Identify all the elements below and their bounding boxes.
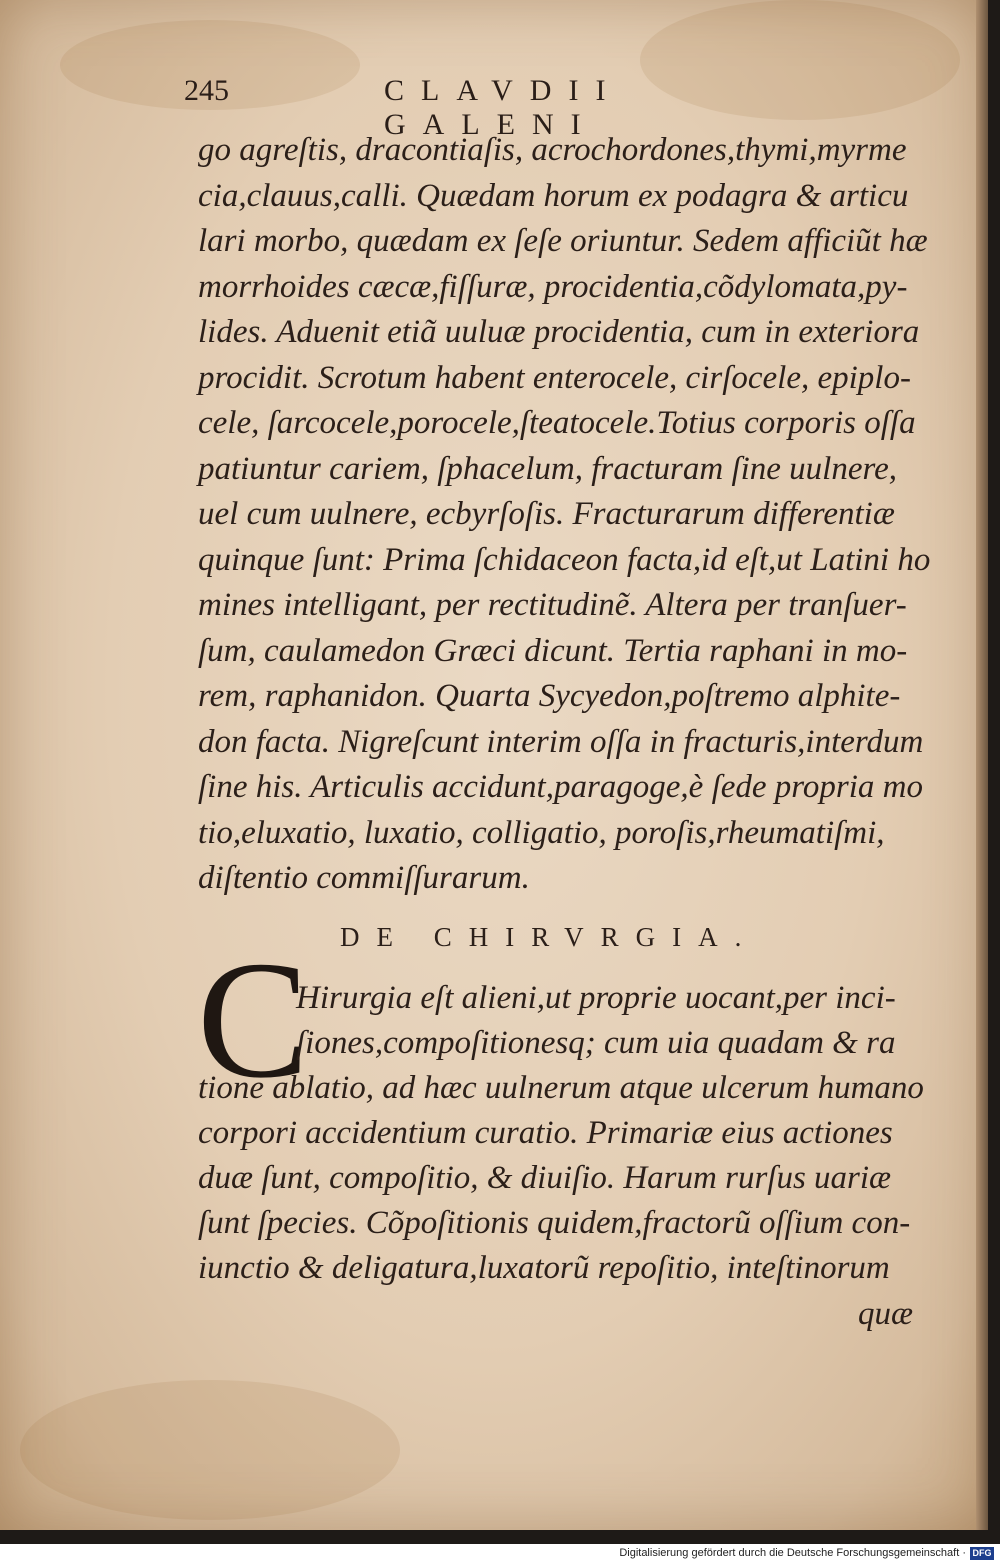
catchword: quæ xyxy=(858,1296,914,1332)
text-line: ſunt ſpecies. Cõpoſitionis quidem,fractorũ oſſium con- xyxy=(198,1205,911,1241)
page-stain xyxy=(20,1380,400,1520)
digitization-footer xyxy=(0,1544,1000,1564)
body-text xyxy=(198,128,931,902)
text-line: cele, ſarcocele,porocele,ſteatocele.Totius corporis oſſa xyxy=(198,405,916,441)
text-line: lides. Aduenit etiã uuluæ procidentia, cum in exteriora xyxy=(198,314,920,350)
drop-cap: C xyxy=(197,927,310,1113)
text-line: rem, raphanidon. Quarta Sycyedon,poſtremo alphite- xyxy=(198,678,901,714)
text-line: ſiones,compoſitionesq; cum uia quadam & ra xyxy=(296,1025,896,1061)
text-line: quinque ſunt: Prima ſchidaceon facta,id eſt,ut Latini ho xyxy=(198,541,931,578)
text-line: uel cum uulnere, ecbyrſoſis. Fracturarum differentiæ xyxy=(198,496,895,532)
text-line: ſine his. Articulis accidunt,paragoge,è ſede propria mo xyxy=(198,769,924,805)
text-line: go agreſtis, dracontiaſis, acrochordones,thymi,myrme xyxy=(198,132,907,168)
footer-credit: Digitalisierung gefördert durch die Deutsche Forschungsgemeinschaft · xyxy=(619,1547,966,1559)
text-line: tione ablatio, ad hæc uulnerum atque ulcerum humano xyxy=(198,1070,924,1106)
text-line: patiuntur cariem, ſphacelum, fracturam ſine uulnere, xyxy=(198,450,898,487)
text-line: lari morbo, quædam ex ſeſe oriuntur. Sedem afficiũt hæ xyxy=(198,223,928,259)
text-line: tio,eluxatio, luxatio, colligatio, poroſis,rheumatiſmi, xyxy=(198,814,885,851)
dfg-logo-icon: DFG xyxy=(970,1547,994,1560)
text-line: iunctio & deligatura,luxatorũ repoſitio, inteſtinorum xyxy=(198,1250,890,1286)
text-line: Hirurgia eſt alieni,ut proprie uocant,per inci- xyxy=(296,980,896,1016)
text-line: duæ ſunt, compoſitio, & diuiſio. Harum rurſus uariæ xyxy=(198,1160,892,1196)
text-line: cia,clauus,calli. Quædam horum ex podagra & articu xyxy=(198,177,909,214)
text-line: don facta. Nigreſcunt interim oſſa in fracturis,interdum xyxy=(198,723,924,760)
chapter-text xyxy=(198,976,928,1291)
page-header xyxy=(184,74,824,141)
text-line: mines intelligant, per rectitudinẽ. Altera per tranſuer- xyxy=(198,587,907,623)
text-line: diſtentio commiſſurarum. xyxy=(198,860,530,896)
page-number: 245 xyxy=(184,74,229,107)
running-title: CLAVDII GALENI xyxy=(384,74,623,141)
page-edge xyxy=(976,0,988,1530)
section-heading: DE CHIRVRGIA. xyxy=(340,922,759,952)
text-line: ſum, caulamedon Græci dicunt. Tertia raphani in mo- xyxy=(198,632,908,669)
text-line: corpori accidentium curatio. Primariæ eius actiones xyxy=(198,1115,893,1151)
text-line: procidit. Scrotum habent enterocele, cirſocele, epiplo- xyxy=(198,359,911,396)
text-line: morrhoides cæcæ,fiſſuræ, procidentia,cõdylomata,py- xyxy=(198,268,908,305)
